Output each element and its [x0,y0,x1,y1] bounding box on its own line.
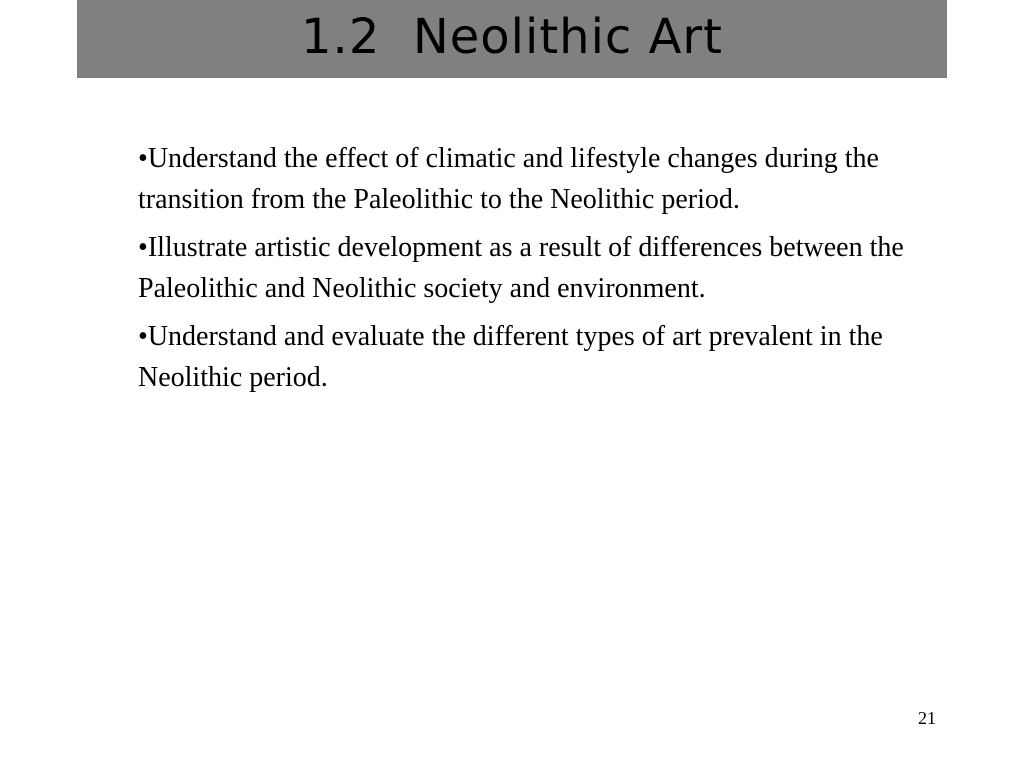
bullet-item [138,316,918,398]
bullet-marker: • [138,143,148,174]
bullet-marker: • [138,321,148,352]
bullet-item [138,227,918,309]
bullet-list [138,138,918,405]
bullet-text: Understand the effect of climatic and lifestyle changes during the transition from the Paleolithic to the Neolithic period. [138,143,879,215]
title-bar [77,0,947,78]
bullet-text: Understand and evaluate the different types of art prevalent in the Neolithic period. [138,321,883,393]
page-number: 21 [918,708,936,728]
bullet-marker: • [138,232,148,263]
bullet-text: Illustrate artistic development as a result of differences between the Paleolithic and Neolithic society and environment. [138,232,904,304]
bullet-item [138,138,918,220]
slide-title: 1.2 Neolithic Art [301,9,723,65]
